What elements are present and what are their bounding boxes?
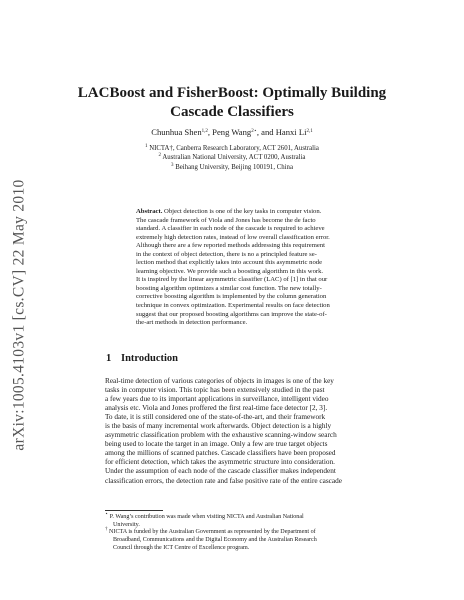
body-line: for efficient detection, which takes the asymmetric structure into consideration.	[105, 458, 335, 467]
body-line: To date, it is still considered one of the state-of-the-art, and their framework	[105, 413, 326, 422]
author-separator: ,	[207, 127, 213, 137]
abstract-line: technique in convex optimization. Experimental results on face detection	[136, 302, 330, 310]
affiliation	[60, 153, 404, 162]
abstract-line: lection method that explicitly takes into account this asymmetric node	[136, 259, 323, 267]
abstract-line: suggest that our proposed boosting algorithms can improve the state-of-	[136, 310, 327, 318]
author-name: Chunhua Shen	[151, 127, 202, 137]
abstract-line: corrective boosting algorithm is implemented by the column generation	[136, 293, 327, 301]
abstract-line: in the context of object detection, there is no a principled feature se-	[136, 250, 317, 258]
author-affil-mark: 2⋆	[251, 129, 257, 134]
author-list	[60, 127, 404, 137]
abstract	[136, 208, 366, 328]
section-number: 1	[106, 353, 112, 364]
author-name: Peng Wang	[212, 127, 252, 137]
abstract-text: Object detection is one of the key tasks in computer vision.	[162, 208, 322, 215]
footnote-text: NICTA is funded by the Australian Government as represented by the Department of	[107, 529, 316, 536]
body-line: analysis etc. Viola and Jones proffered the first real-time face detector [2, 3].	[105, 404, 328, 413]
abstract-line: extremely high detection rates, instead of low overall classification error.	[136, 233, 330, 241]
author-name: Hanxi Li	[275, 127, 307, 137]
body-line: a few years due to its important applications in surveillance, intelligent video	[105, 395, 329, 404]
footnote-line	[105, 514, 367, 522]
footnote-line: Council through the ICT Centre of Excellence program.	[113, 544, 250, 551]
body-line: is the basis of many incremental work afterwards. Object detection is a highly	[105, 422, 332, 431]
footnote-text: P. Wang’s contribution was made when visiting NICTA and Australian National	[108, 514, 304, 520]
author-affil-mark: 1,2	[201, 129, 208, 134]
abstract-line: Although there are a few reported methods addressing this requirement	[136, 242, 326, 250]
affiliation-mark: 2	[158, 153, 162, 159]
body-line: Under the assumption of each node of the cascade classifier makes independent	[105, 467, 336, 476]
affiliation-text: NICTA†, Canberra Research Laboratory, ACT 2601, Australia	[147, 145, 319, 152]
arxiv-id: arXiv:1005.4103v1 [cs.CV] 22 May 2010	[11, 179, 29, 451]
abstract-label: Abstract.	[136, 208, 163, 215]
author-separator: , and	[256, 127, 276, 137]
abstract-line: The cascade framework of Viola and Jones has become the de facto	[136, 216, 316, 224]
footnote-mark: ⋆	[105, 512, 109, 517]
body-line: being used to locate the target in an image. Only a few are true target objects	[105, 440, 328, 449]
affiliation-text: Beihang University, Beijing 100191, China	[173, 163, 293, 171]
abstract-line	[136, 208, 366, 217]
affiliation-mark: 3	[171, 162, 174, 168]
footnote-line: Broadband, Communications and the Digital Economy and the Australian Research	[113, 537, 317, 544]
abstract-line: the-art methods in detection performance.	[136, 319, 248, 327]
footnote-divider	[105, 510, 163, 511]
footnote-line: University.	[113, 521, 140, 528]
body-line: asymmetric classification problem with the exhaustive scanning-window search	[105, 431, 337, 440]
abstract-line: It is inspired by the linear asymmetric classifier (LAC) of [1] in that our	[136, 276, 328, 284]
title-line: LACBoost and FisherBoost: Optimally Building	[77, 85, 387, 101]
arxiv-stamp	[4, 170, 36, 460]
affiliation	[60, 144, 404, 153]
abstract-line: standard. A classifier in each node of the cascade is required to achieve	[136, 225, 325, 233]
introduction-body	[105, 377, 367, 486]
affiliation-mark: 1	[145, 144, 148, 149]
affiliation-text: Australian National University, ACT 0200, Australia	[161, 154, 306, 162]
abstract-line: learning objective. We provide such a boosting algorithm in this work.	[136, 267, 324, 275]
body-line: classification errors, the detection rate and false positive rate of the entire cascade	[105, 476, 342, 485]
section-heading	[106, 353, 178, 364]
body-line: among the millions of scanned patches. Cascade classifiers have been proposed	[105, 449, 336, 458]
footnote-mark: †	[105, 527, 108, 533]
footnotes	[105, 514, 367, 553]
body-line: tasks in computer vision. This topic has been extensively studied in the past	[105, 386, 325, 395]
section-title: Introduction	[121, 353, 178, 364]
footnote-line	[105, 529, 367, 537]
author-affil-mark: 2,1	[306, 129, 313, 134]
affiliation	[60, 163, 404, 172]
abstract-line: boosting algorithm optimizes a similar cost function. The new totally-	[136, 284, 322, 292]
paper-title	[60, 84, 404, 122]
body-line: Real-time detection of various categories of objects in images is one of the key	[105, 377, 334, 385]
title-line: Cascade Classifiers	[170, 104, 294, 120]
affiliation-list	[60, 144, 404, 172]
